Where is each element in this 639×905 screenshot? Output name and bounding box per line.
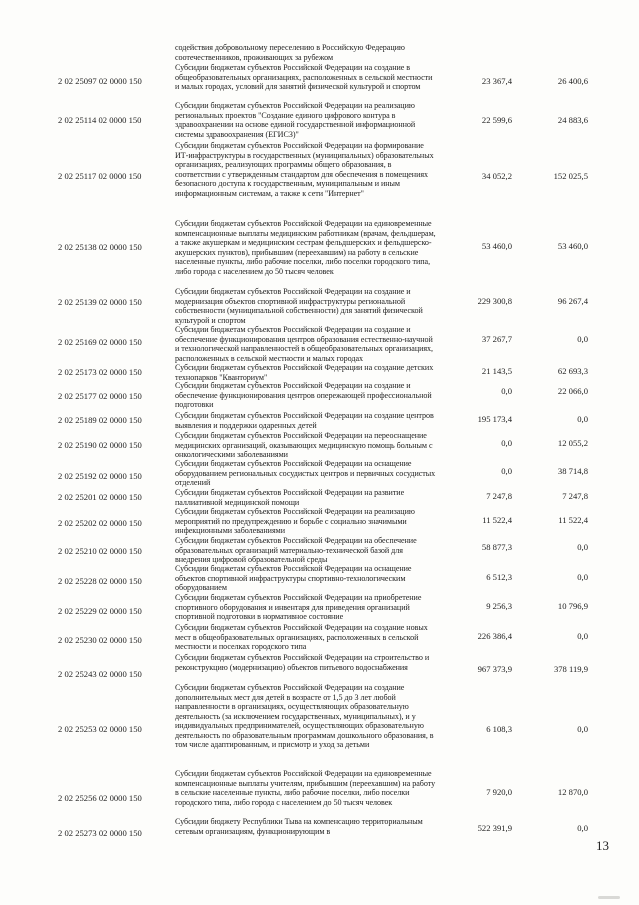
table-row <box>0 536 639 564</box>
budget-code: 2 02 25210 02 0000 150 <box>58 546 142 556</box>
budget-code: 2 02 25114 02 0000 150 <box>58 115 142 125</box>
budget-code: 2 02 25192 02 0000 150 <box>58 471 142 481</box>
income-description: Субсидии бюджетам субъектов Российской Федерации на обеспечение образовательных организаций материально-технической базой для внедрения цифровой образовательной среды <box>175 536 417 564</box>
amount-year-2: 12 055,2 <box>557 438 588 448</box>
amount-year-1: 34 052,2 <box>481 171 512 181</box>
amount-year-2: 0,0 <box>577 542 588 552</box>
amount-year-2: 12 870,0 <box>557 787 588 797</box>
amount-year-1: 7 247,8 <box>486 491 512 501</box>
amount-year-1: 53 460,0 <box>481 241 512 251</box>
table-row <box>0 488 639 507</box>
budget-code: 2 02 25138 02 0000 150 <box>58 242 142 252</box>
table-row <box>0 287 639 325</box>
table-row <box>0 141 639 219</box>
table-row <box>0 363 639 381</box>
income-description: Субсидии бюджетам субъектов Российской Федерации на создание новых мест в общеобразовательных организациях, расположенных в сельской местности и поселках городского типа <box>175 623 428 651</box>
table-row <box>0 381 639 411</box>
amount-year-2: 0,0 <box>577 334 588 344</box>
amount-year-1: 6 108,3 <box>486 724 512 734</box>
amount-year-1: 23 367,4 <box>481 76 512 86</box>
table-row <box>0 219 639 287</box>
budget-code: 2 02 25243 02 0000 150 <box>58 669 142 679</box>
income-description: Субсидии бюджету Республики Тыва на компенсацию территориальным сетевым организациям, функционирующим в <box>175 817 423 836</box>
budget-code: 2 02 25230 02 0000 150 <box>58 635 142 645</box>
amount-year-2: 0,0 <box>577 631 588 641</box>
amount-year-2: 96 267,4 <box>557 296 588 306</box>
income-description: Субсидии бюджетам субъектов Российской Федерации на создание в общеобразовательных организациях, расположенных в сельской местности и малых городах, условий для занятий физической культурой и спортом <box>175 63 433 91</box>
income-description: Субсидии бюджетам субъектов Российской Федерации на создание и обеспечение функционирования центров опережающей профессиональной подготовки <box>175 381 432 409</box>
amount-year-2: 24 883,6 <box>557 115 588 125</box>
amount-year-2: 152 025,5 <box>553 171 588 181</box>
table-row <box>0 683 639 769</box>
income-description: содействия добровольному переселению в Российскую Федерацию соотечественников, проживающих за рубежом <box>175 43 405 62</box>
table-row <box>0 623 639 653</box>
income-description: Субсидии бюджетам субъектов Российской Федерации на реализацию мероприятий по предупреждению и борьбе с социально значимыми инфекционными заболеваниями <box>175 507 415 535</box>
amount-year-2: 0,0 <box>577 572 588 582</box>
amount-year-2: 62 693,3 <box>557 366 588 376</box>
budget-code: 2 02 25228 02 0000 150 <box>58 576 142 586</box>
amount-year-2: 0,0 <box>577 414 588 424</box>
amount-year-1: 195 173,4 <box>477 414 512 424</box>
income-description: Субсидии бюджетам субъектов Российской Федерации на создание дополнительных мест для детей в возрасте от 1,5 до 3 лет любой направленности в организациях, осуществляющих образовательную деятельность (за исключением государственных, муниципальных), и у индивидуальных предпринимателей, осуществляющих образовательную деятельность по образовательным программам дошкольного образования, в том числе адаптированным, и присмотр и уход за детьми <box>175 683 434 749</box>
amount-year-1: 967 373,9 <box>477 664 512 674</box>
budget-code: 2 02 25202 02 0000 150 <box>58 518 142 528</box>
amount-year-2: 7 247,8 <box>562 491 588 501</box>
amount-year-2: 10 796,9 <box>557 601 588 611</box>
amount-year-2: 0,0 <box>577 823 588 833</box>
table-row <box>0 593 639 623</box>
amount-year-1: 21 143,5 <box>481 366 512 376</box>
amount-year-1: 22 599,6 <box>481 115 512 125</box>
income-description: Субсидии бюджетам субъектов Российской Федерации на создание центров выявления и поддержки одаренных детей <box>175 411 434 430</box>
budget-code: 2 02 25169 02 0000 150 <box>58 337 142 347</box>
table-row <box>0 411 639 431</box>
amount-year-1: 58 877,3 <box>481 542 512 552</box>
table-row <box>0 431 639 459</box>
amount-year-1: 11 522,4 <box>482 515 512 525</box>
income-description: Субсидии бюджетам субъектов Российской Федерации на развитие паллиативной медицинской помощи <box>175 488 405 507</box>
amount-year-2: 378 119,9 <box>553 664 588 674</box>
amount-year-1: 226 386,4 <box>477 631 512 641</box>
income-description: Субсидии бюджетам субъектов Российской Федерации на переоснащение медицинских организаций, оказывающих медицинскую помощь больным с онкологическими заболеваниями <box>175 431 433 459</box>
income-description: Субсидии бюджетам субъектов Российской Федерации на формирование ИТ-инфраструктуры в государственных (муниципальных) образовательных организациях, реализующих программы общего образования, в соответствии с утвержденным стандартом для обеспечения в помещениях безопасного доступа к государственным, муниципальным и иным информационным системам, а также к сети "Интернет" <box>175 141 434 198</box>
table-row <box>0 63 639 101</box>
amount-year-1: 37 267,7 <box>481 334 512 344</box>
table-row <box>0 507 639 536</box>
amount-year-2: 38 714,8 <box>557 466 588 476</box>
amount-year-1: 229 300,8 <box>477 296 512 306</box>
income-description: Субсидии бюджетам субъектов Российской Федерации на оснащение объектов спортивной инфраструктуры спортивно-технологическим оборудованием <box>175 564 412 592</box>
table-row <box>0 564 639 593</box>
table-row <box>0 43 639 63</box>
table-row <box>0 653 639 683</box>
budget-code: 2 02 25201 02 0000 150 <box>58 492 142 502</box>
table-row <box>0 325 639 363</box>
amount-year-2: 11 522,4 <box>558 515 588 525</box>
income-description: Субсидии бюджетам субъектов Российской Федерации на оснащение оборудованием региональных сосудистых центров и первичных сосудистых отделений <box>175 459 436 487</box>
amount-year-1: 0,0 <box>501 438 512 448</box>
budget-code: 2 02 25256 02 0000 150 <box>58 793 142 803</box>
budget-code: 2 02 25139 02 0000 150 <box>58 297 142 307</box>
amount-year-1: 0,0 <box>501 466 512 476</box>
amount-year-1: 522 391,9 <box>477 823 512 833</box>
income-description: Субсидии бюджетам субъектов Российской Федерации на единовременные компенсационные выплаты учителям, прибывшим (переехавшим) на работу в сельские населенные пункты, либо рабочие поселки, либо поселки городского типа, либо города с населением до 50 тысяч человек <box>175 769 436 807</box>
amount-year-1: 0,0 <box>501 386 512 396</box>
income-description: Субсидии бюджетам субъектов Российской Федерации на создание детских технопарков "Кванториум" <box>175 363 434 382</box>
table-row <box>0 769 639 817</box>
budget-code: 2 02 25097 02 0000 150 <box>58 76 142 86</box>
budget-code: 2 02 25189 02 0000 150 <box>58 415 142 425</box>
budget-code: 2 02 25229 02 0000 150 <box>58 606 142 616</box>
page-number: 13 <box>596 838 609 853</box>
amount-year-2: 53 460,0 <box>557 241 588 251</box>
income-description: Субсидии бюджетам субъектов Российской Федерации на приобретение спортивного оборудования и инвентаря для приведения организаций спортивной подготовки в нормативное состояние <box>175 593 422 621</box>
amount-year-1: 6 512,3 <box>486 572 512 582</box>
scan-mark <box>598 896 620 899</box>
table-row <box>0 101 639 141</box>
amount-year-2: 22 066,0 <box>557 386 588 396</box>
budget-code: 2 02 25253 02 0000 150 <box>58 724 142 734</box>
amount-year-2: 26 400,6 <box>557 76 588 86</box>
income-description: Субсидии бюджетам субъектов Российской Федерации на создание и модернизация объектов спортивной инфраструктуры региональной собственности (муниципальной собственности) для занятий физической культурой и спортом <box>175 287 423 325</box>
amount-year-1: 7 920,0 <box>486 787 512 797</box>
income-description: Субсидии бюджетам субъектов Российской Федерации на единовременные компенсационные выплаты медицинским работникам (врачам, фельдшерам, а также акушеркам и медицинским сестрам фельдшерских и фельдшерско-акушерских пунктов), прибывшим (переехавшим) на работу в сельские населенные пункты, либо рабочие поселки, либо поселки городского типа, либо города с населением до 50 тысяч человек <box>175 219 436 276</box>
table-row <box>0 459 639 488</box>
income-description: Субсидии бюджетам субъектов Российской Федерации на строительство и реконструкцию (модернизацию) объектов питьевого водоснабжения <box>175 653 430 672</box>
budget-code: 2 02 25190 02 0000 150 <box>58 440 142 450</box>
amount-year-1: 9 256,3 <box>486 601 512 611</box>
table-row <box>0 817 639 839</box>
budget-code: 2 02 25117 02 0000 150 <box>58 171 142 181</box>
income-description: Субсидии бюджетам субъектов Российской Федерации на реализацию региональных проектов "Создание единого цифрового контура в здравоохранении на основе единой государственной информационной системы здравоохранения (ЕГИСЗ)" <box>175 101 416 139</box>
amount-year-2: 0,0 <box>577 724 588 734</box>
budget-code: 2 02 25173 02 0000 150 <box>58 367 142 377</box>
income-description: Субсидии бюджетам субъектов Российской Федерации на создание и обеспечение функционирования центров образования естественно-научной и технологической направленностей в общеобразовательных организациях, расположенных в сельской местности и малых городах <box>175 325 434 363</box>
budget-code: 2 02 25273 02 0000 150 <box>58 828 142 838</box>
budget-code: 2 02 25177 02 0000 150 <box>58 391 142 401</box>
